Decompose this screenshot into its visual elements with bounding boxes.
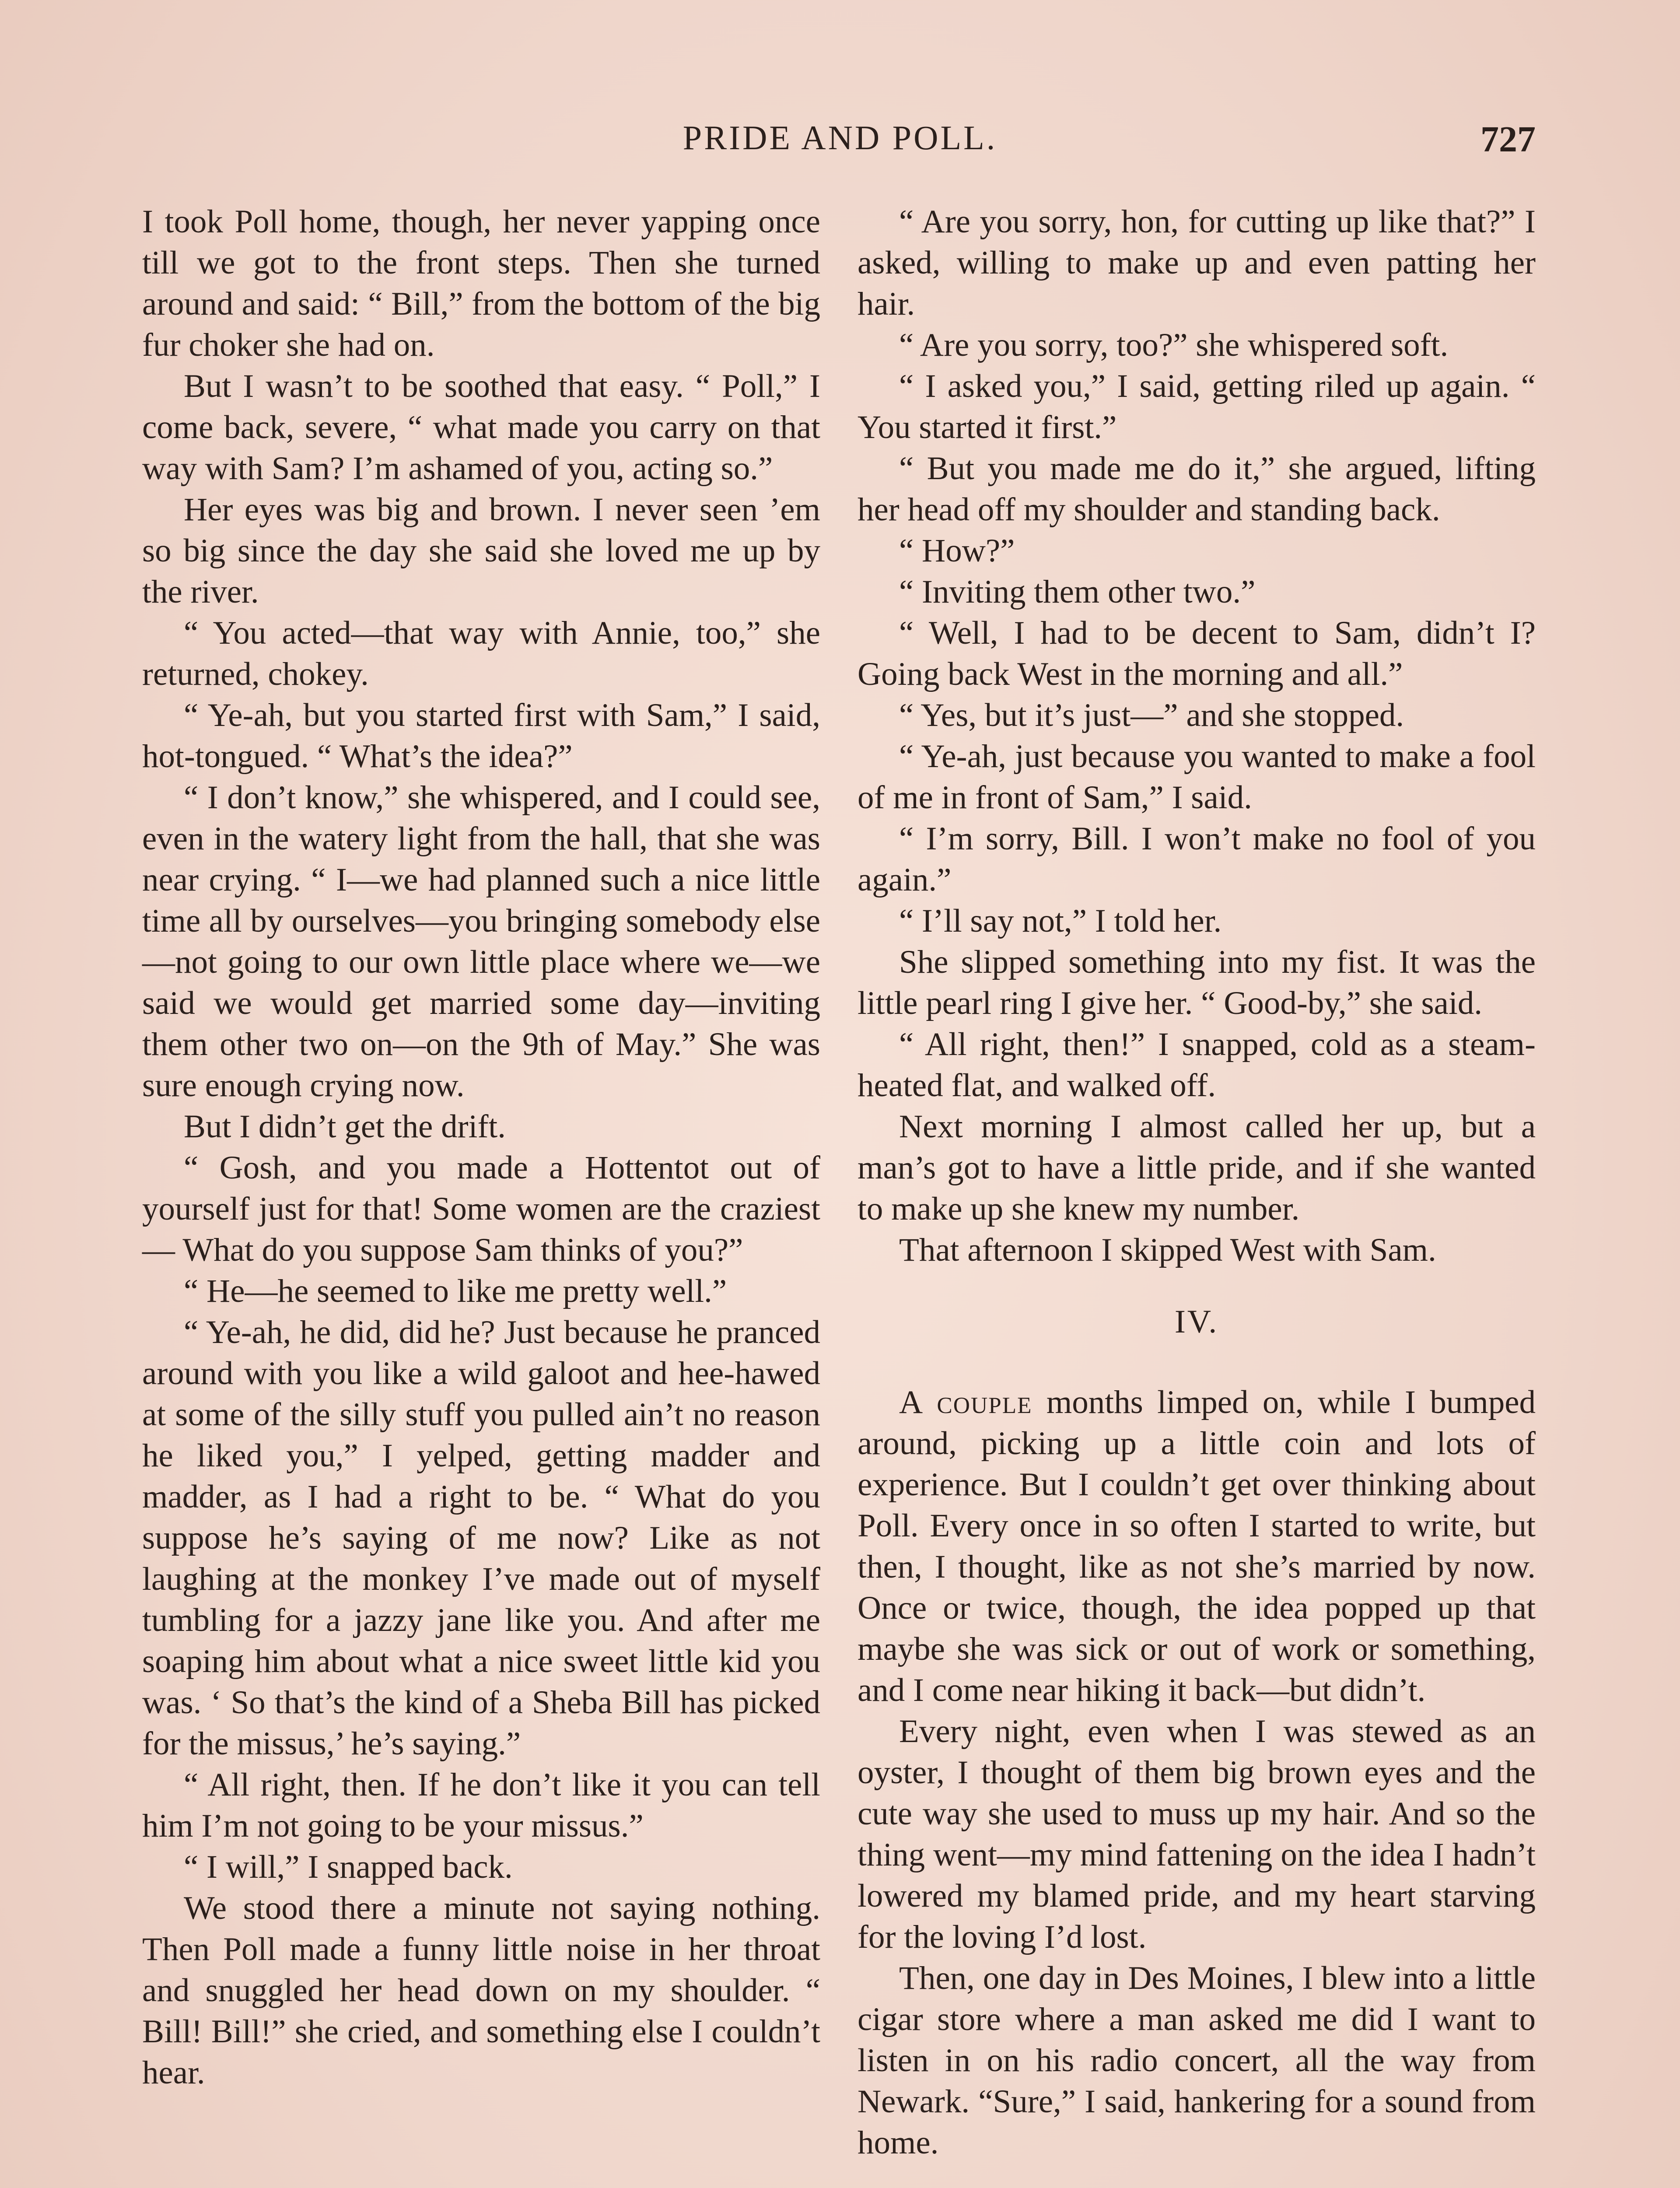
paragraph: “ I’m sorry, Bill. I won’t make no fool of you again.” (858, 820, 1536, 898)
paragraph: “ Ye-ah, just because you wanted to make a fool of me in front of Sam,” I said. (858, 738, 1536, 816)
paragraph: I took Poll home, though, her never yapping once till we got to the front steps. Then she turned around and said: “ Bill,” from the bottom of the big fur choker she had on. (142, 203, 820, 363)
paragraph: But I wasn’t to be soothed that easy. “ Poll,” I come back, severe, “ what made you carry on that way with Sam? I’m ashamed of you, acting so.” (142, 368, 820, 487)
paragraph: “ I don’t know,” she whispered, and I could see, even in the watery light from the hall, that she was near crying. “ I—we had planned such a nice little time all by ourselves—you bringing somebody else—not going to our own little place where we—we said we would get married some day—inviting them other two on—on the 9th of May.” She was sure enough crying now. (142, 779, 820, 1104)
right-column (858, 201, 1536, 2163)
paragraph: But I didn’t get the drift. (184, 1108, 506, 1145)
page-number: 727 (1480, 119, 1536, 160)
paragraph: Then, one day in Des Moines, I blew into a little cigar store where a man asked me did I want to listen in on his radio concert, all the way from Newark. “Sure,” I said, hankering for a sound from home. (858, 1960, 1536, 2161)
paragraph: Next morning I almost called her up, but a man’s got to have a little pride, and if she wanted to make up she knew my number. (858, 1108, 1536, 1227)
paragraph: “ All right, then. If he don’t like it you can tell him I’m not going to be your missus.” (142, 1767, 820, 1844)
section-opening-paragraph (858, 1382, 1536, 1711)
paragraph: “ He—he seemed to like me pretty well.” (184, 1273, 727, 1309)
left-column (142, 201, 820, 2093)
paragraph: She slipped something into my fist. It was the little pearl ring I give her. “ Good-by,” she said. (858, 944, 1536, 1021)
paragraph: “ I’ll say not,” I told her. (899, 903, 1222, 939)
paragraph: “ But you made me do it,” she argued, lifting her head off my shoulder and standing back. (858, 450, 1536, 528)
paragraph: “ How?” (899, 533, 1015, 569)
paragraph: “ Ye-ah, he did, did he? Just because he pranced around with you like a wild galoot and hee-hawed at some of the silly stuff you pulled ain’t no reason he liked you,” I yelped, getting madder and madder, as I had a right to be. “ What do you suppose he’s saying of me now? Like as not laughing at the monkey I’ve made out of myself tumbling for a jazzy jane like you. And after me soaping him about what a nice sweet little kid you was. ‘ So that’s the kind of a Sheba Bill has picked for the missus,’ he’s saying.” (142, 1314, 820, 1762)
section-heading: IV. (1174, 1304, 1219, 1340)
paragraph: “ I will,” I snapped back. (184, 1849, 513, 1885)
small-caps-lead: A couple (899, 1384, 1032, 1420)
paragraph: Her eyes was big and brown. I never seen ’em so big since the day she said she loved me up by the river. (142, 491, 820, 610)
paragraph: “ All right, then!” I snapped, cold as a steam-heated flat, and walked off. (858, 1026, 1536, 1104)
paragraph: Every night, even when I was stewed as an oyster, I thought of them big brown eyes and the cute way she used to muss up my hair. And so the thing went—my mind fattening on the idea I hadn’t lowered my blamed pride, and my heart starving for the loving I’d lost. (858, 1713, 1536, 1955)
paragraph: “ You acted—that way with Annie, too,” she returned, chokey. (142, 615, 820, 692)
paragraph: We stood there a minute not saying nothing. Then Poll made a funny little noise in her throat and snuggled her head down on my shoulder. “ Bill! Bill!” she cried, and something else I couldn’t hear. (142, 1890, 820, 2091)
running-head: PRIDE AND POLL. (682, 119, 998, 157)
opening-text: months limped on, while I bumped around, picking up a little coin and lots of experience. But I couldn’t get over thinking about Poll. Every once in so often I started to write, but then, I thought, like as not she’s married by now. Once or twice, though, the idea popped up that maybe she was sick or out of work or something, and I come near hiking it back—but didn’t. (858, 1384, 1536, 1708)
paragraph: “ Ye-ah, but you started first with Sam,” I said, hot-tongued. “ What’s the idea?” (142, 697, 820, 775)
paragraph: “ I asked you,” I said, getting riled up again. “ You started it first.” (858, 368, 1536, 445)
paragraph: That afternoon I skipped West with Sam. (899, 1232, 1436, 1268)
paragraph: “ Well, I had to be decent to Sam, didn’t I? Going back West in the morning and all.” (858, 615, 1536, 692)
paragraph: “ Are you sorry, hon, for cutting up like that?” I asked, willing to make up and even patting her hair. (858, 203, 1536, 322)
paragraph: “ Are you sorry, too?” she whispered soft. (899, 327, 1449, 363)
paragraph: “ Inviting them other two.” (899, 574, 1256, 610)
paragraph: “ Yes, but it’s just—” and she stopped. (899, 697, 1404, 733)
page-header (144, 118, 1536, 175)
paragraph: “ Gosh, and you made a Hottentot out of yourself just for that! Some women are the craziest— What do you suppose Sam thinks of you?” (142, 1150, 820, 1268)
